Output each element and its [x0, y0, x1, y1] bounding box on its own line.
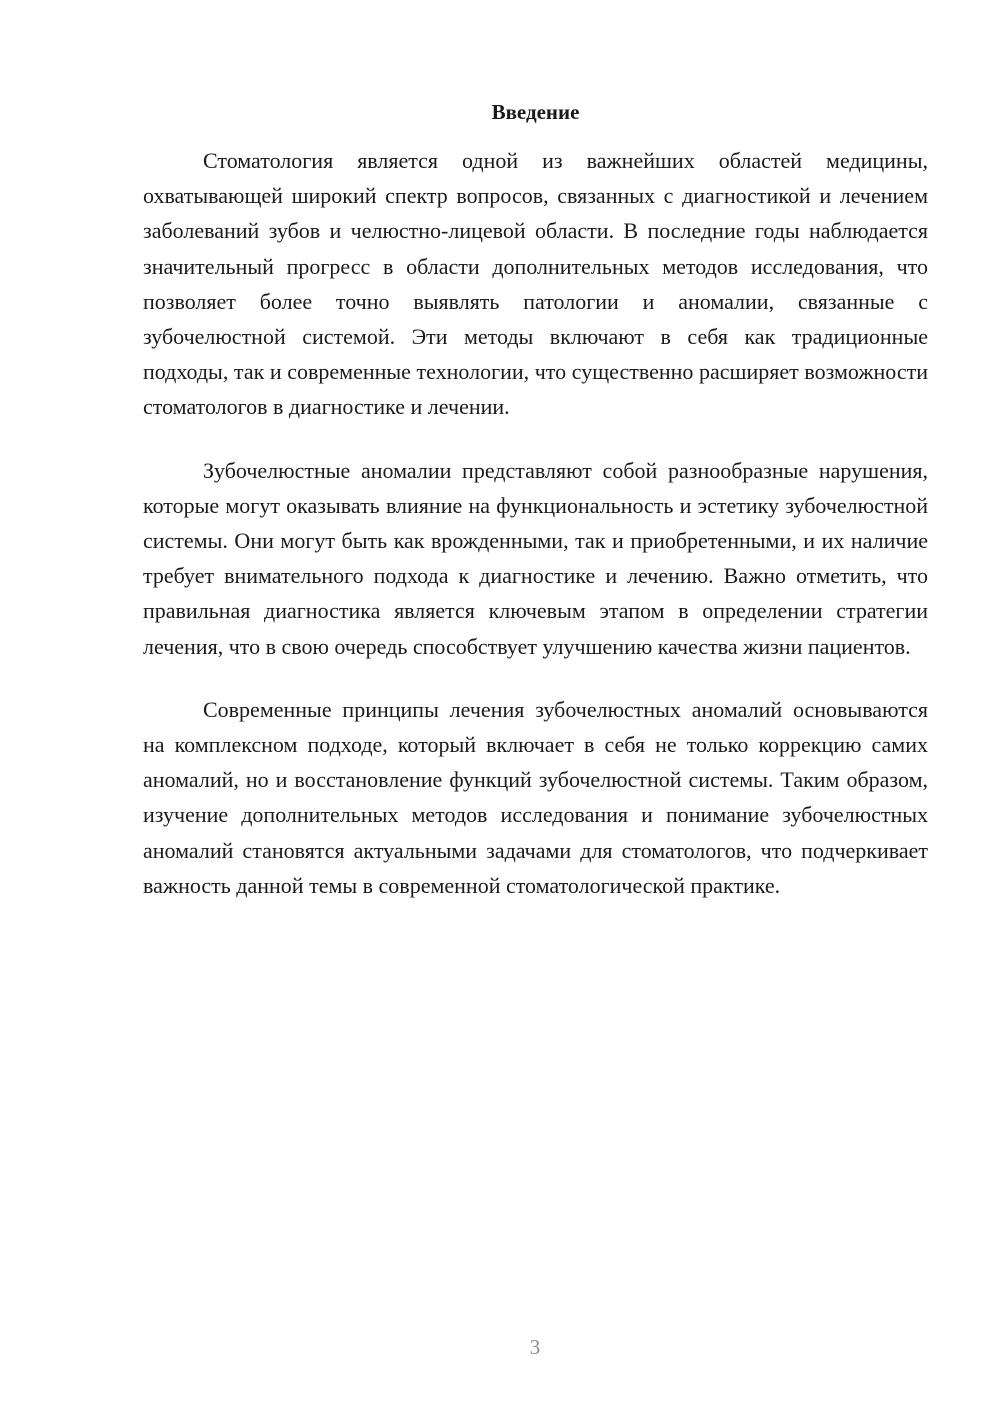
page-number: 3 — [529, 1335, 541, 1359]
paragraph-anomalies: Зубочелюстные аномалии представляют собой разнообразные нарушения, которые могут оказывать влияние на функциональность и эстетику зубочелюстной системы. Они могут быть как врожденными, так и приобретенными, и их наличие требует внимательного подхода к диагностике и лечению. Важно отметить, что правильная диагностика является ключевым этапом в определении стратегии лечения, что в свою очередь способствует улучшению качества жизни пациентов. — [143, 457, 928, 659]
paragraph-intro: Стоматология является одной из важнейших областей медицины, охватывающей широкий спектр вопросов, связанных с диагностикой и лечением заболеваний зубов и челюстно-лицевой области. В последние годы наблюдается значительный прогресс в области дополнительных методов исследования, что позволяет более точно выявлять патологии и аномалии, связанные с зубочелюстной системой. Эти методы включают в себя как традиционные подходы, так и современные технологии, что существенно расширяет возможности стоматологов в диагностике и лечении. — [143, 148, 928, 420]
section-heading: Введение — [491, 100, 580, 124]
paragraph-treatment: Современные принципы лечения зубочелюстных аномалий основываются на комплексном подходе, который включает в себя не только коррекцию самих аномалий, но и восстановление функций зубочелюстной системы. Таким образом, изучение дополнительных методов исследования и понимание зубочелюстных аномалий становятся актуальными задачами для стоматологов, что подчеркивает важность данной темы в современной стоматологической практике. — [143, 696, 928, 898]
body-text — [143, 143, 928, 931]
